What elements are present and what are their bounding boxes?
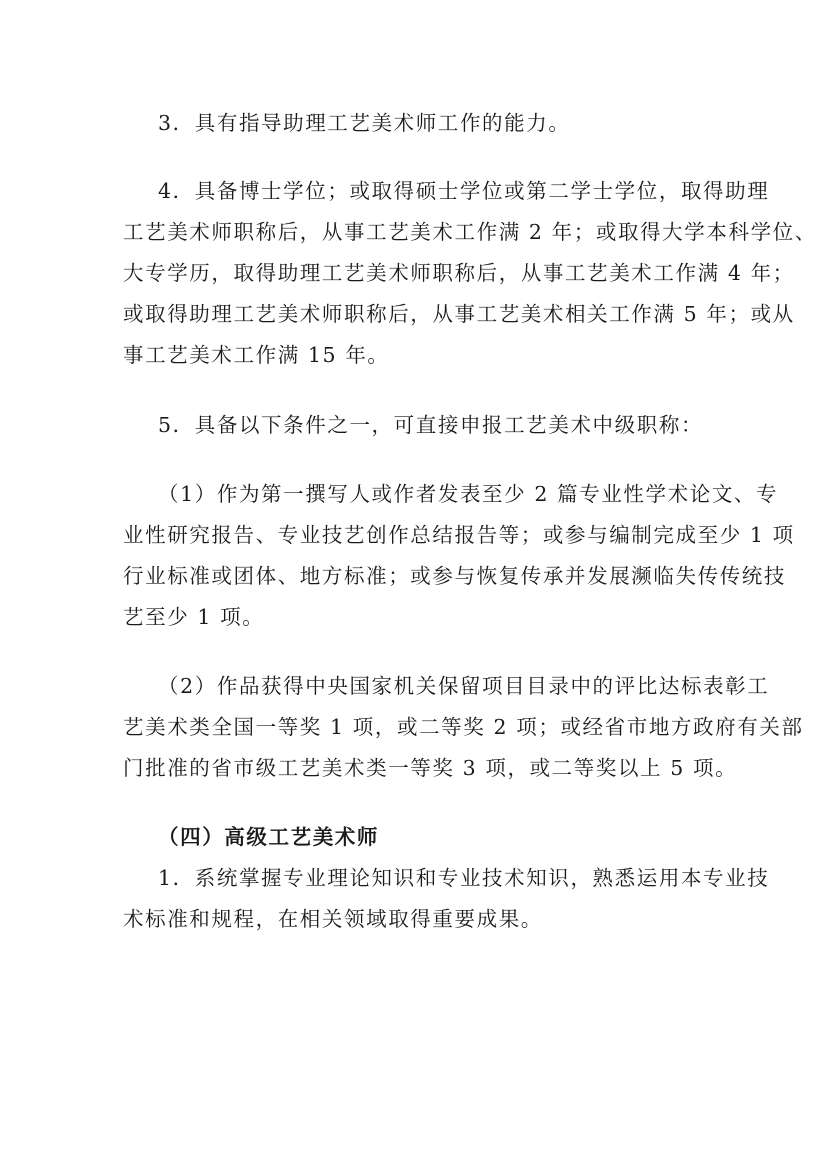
paragraph-item-4-line: 或取得助理工艺美术师职称后，从事工艺美术相关工作满 5 年；或从 [123, 302, 795, 326]
paragraph-item-5-2-line: 门批准的省市级工艺美术类一等奖 3 项，或二等奖以上 5 项。 [123, 756, 738, 780]
paragraph-item-4-line: 大专学历，取得助理工艺美术师职称后，从事工艺美术工作满 4 年； [123, 261, 795, 285]
paragraph-item-4-line: 4．具备博士学位；或取得硕士学位或第二学士学位，取得助理 [158, 179, 770, 203]
section-heading: （四）高级工艺美术师 [158, 825, 379, 849]
paragraph-item-5-line: 5．具备以下条件之一，可直接申报工艺美术中级职称： [158, 413, 704, 437]
paragraph-item-5-2-line: （2）作品获得中央国家机关保留项目目录中的评比达标表彰工 [158, 674, 770, 698]
paragraph-senior-item-1-line: 术标准和规程，在相关领域取得重要成果。 [123, 907, 543, 931]
paragraph-item-5-1-line: 行业标准或团体、地方标准；或参与恢复传承并发展濒临失传传统技 [123, 564, 786, 588]
paragraph-item-5-1-line: 艺至少 1 项。 [123, 605, 265, 629]
paragraph-item-5-1-line: （1）作为第一撰写人或作者发表至少 2 篇专业性学术论文、专 [158, 482, 779, 506]
paragraph-item-4-line: 工艺美术师职称后，从事工艺美术工作满 2 年；或取得大学本科学位、 [123, 220, 817, 244]
paragraph-item-5-2-line: 艺美术类全国一等奖 1 项，或二等奖 2 项；或经省市地方政府有关部 [123, 715, 804, 739]
paragraph-senior-item-1-line: 1．系统掌握专业理论知识和专业技术知识，熟悉运用本专业技 [158, 866, 770, 890]
paragraph-item-4-line: 事工艺美术工作满 15 年。 [123, 343, 390, 367]
paragraph-item-3-line: 3．具有指导助理工艺美术师工作的能力。 [158, 111, 571, 135]
paragraph-item-5-1-line: 业性研究报告、专业技艺创作总结报告等；或参与编制完成至少 1 项 [123, 523, 795, 547]
